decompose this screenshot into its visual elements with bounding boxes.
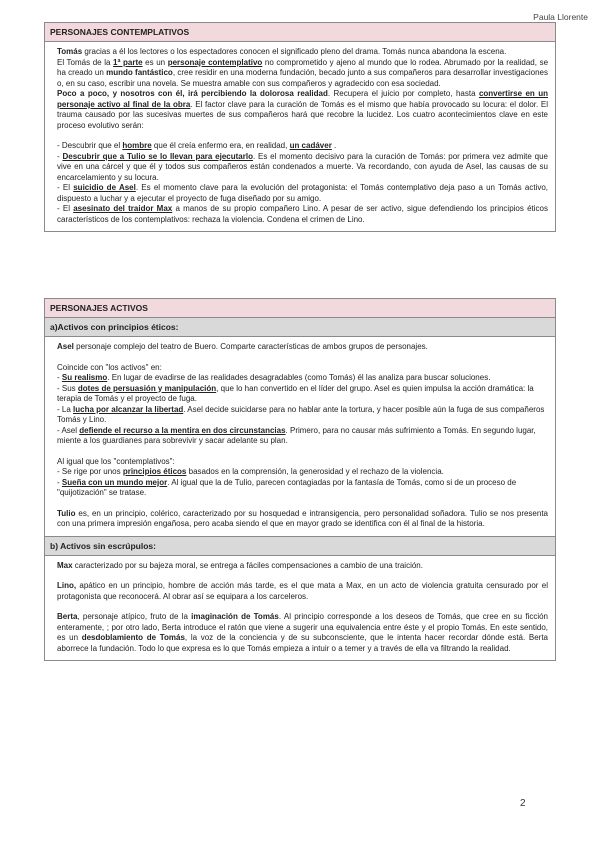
paragraph: Poco a poco, y nosotros con él, irá percibiendo la dolorosa realidad. Recupera el juicio por completo, hasta convertirse en un personaje activo al final de la obra. El factor clave para la curación de Tomás es el mismo que había provocado su locura: el dolor. El trauma causado por las sucesivas muertes de sus compañeros hará que recobre la lucidez. Los cuatro acontecimientos clave en este proceso evolutivo serán: bbox=[57, 89, 549, 130]
unscrupulous-subheader: b) Activos sin escrúpulos: bbox=[45, 536, 555, 556]
contemplative-content bbox=[45, 42, 555, 231]
paragraph: Berta, personaje atípico, fruto de la imaginación de Tomás. Al principio corresponde a los deseos de Tomás, que cree en su ficción enteramente, ; por otro lado, Berta introduce el ratón que viene a sugerir una equivalencia entre éste y el propio Tomás. En este sentido, es un desdoblamiento de Tomás, la voz de la conciencia y de su subconsciente, que le intenta hacer recordar dónde está. Berta aborrece la fundación. Todo lo que expresa es lo que Tomás empieza a intuir o a temer y a través de ella va filtrando la realidad. bbox=[57, 612, 549, 653]
list-item: - Asel defiende el recurso a la mentira en dos circunstancias. Primero, para no causar más sufrimiento a Tomás. En segundo lugar, miente a los guardianes para sobrevivir y sacar adelante su plan. bbox=[57, 425, 536, 445]
unscrupulous-content bbox=[45, 556, 555, 661]
contemplative-header: PERSONAJES CONTEMPLATIVOS bbox=[45, 23, 555, 42]
paragraph: El Tomás de la 1ª parte es un personaje contemplativo no comprometido y ajeno al mundo que lo rodea. Abrumado por la realidad, se ha creado un mundo fantástico, cree residir en una moderna fundación, becado junto a sus compañeros para desarrollar investigaciones o, en su caso, escribir una novela. Se muestra amable con sus compañeros y agradecido con esa sociedad. bbox=[57, 57, 549, 88]
list-item: - Descubrir que el hombre que él creía enfermo era, en realidad, un cadáver . bbox=[57, 141, 337, 150]
paragraph: Asel personaje complejo del teatro de Buero. Comparte características de ambos grupos de personajes. bbox=[57, 342, 428, 351]
paragraph: Al igual que los "contemplativos": bbox=[57, 456, 175, 466]
list-item: - Sueña con un mundo mejor. Al igual que la de Tulio, parecen contagiadas por la fantasía de Tomás, como si de un proceso de "quijotización" se tratase. bbox=[57, 477, 517, 497]
list-item: - La lucha por alcanzar la libertad. Asel decide suicidarse para no hablar ante la tortura, y hacer posible aún la fuga de sus compañeros Tomás y Lino. bbox=[57, 404, 545, 424]
paragraph: Coincide con "los activos" en: bbox=[57, 362, 162, 372]
paragraph: Tomás gracias a él los lectores o los espectadores conocen el significado pleno del drama. Tomás nunca abandona la escena. bbox=[57, 47, 507, 56]
author-name: Paula Llorente bbox=[533, 12, 588, 22]
ethical-subheader: a)Activos con principios éticos: bbox=[45, 318, 555, 337]
list-item: - Sus dotes de persuasión y manipulación, que lo han convertido en el líder del grupo. Asel es quien impulsa la acción dramática: la terapia de Tomás y el proyecto de fuga. bbox=[57, 383, 534, 403]
paragraph: Tulio es, en un principio, colérico, caracterizado por su hosquedad e intransigencia, pero personalidad soñadora. Tulio se nos presenta con una primera impresión engañosa, pero acaba siendo el que en mayor grado se identifica con él al final de la historia. bbox=[57, 508, 548, 528]
list-item: - El asesinato del traidor Max a manos de su propio compañero Lino. A pesar de ser activo, sigue defendiendo los principios éticos característicos de los contemplativos: rechaza la violencia. Condena el crimen de Lino. bbox=[57, 204, 549, 224]
active-characters-box bbox=[44, 298, 556, 661]
ethical-content bbox=[45, 337, 555, 536]
list-item: - Descubrir que a Tulio se lo llevan para ejecutarlo. Es el momento decisivo para la curación de Tomás: por primera vez admite que vive en una cárcel y que él y todos sus compañeros están condenados a muerte. Va recordando, con ayuda de Asel, las causas de su encarcelamiento y su locura. bbox=[57, 151, 549, 182]
active-header: PERSONAJES ACTIVOS bbox=[45, 299, 555, 318]
paragraph: Lino, apático en un principio, hombre de acción más tarde, es el que mata a Max, en un acto de violencia gratuita censurado por el protagonista que reconocerá. Al obrar así se equipara a los carceleros. bbox=[57, 581, 548, 601]
list-item: - Se rige por unos principios éticos basados en la comprensión, la generosidad y el rechazo de la violencia. bbox=[57, 467, 444, 476]
paragraph: Max caracterizado por su bajeza moral, se entrega a fáciles compensaciones a cambio de una traición. bbox=[57, 560, 423, 570]
list-item: - El suicidio de Asel. Es el momento clave para la evolución del protagonista: el Tomás contemplativo deja paso a un Tomás activo, dispuesto a luchar y a ejecutar el proyecto de fuga diseñado por su amigo. bbox=[57, 183, 548, 203]
page-number: 2 bbox=[520, 798, 526, 809]
contemplative-characters-box bbox=[44, 22, 556, 232]
list-item: - Su realismo. En lugar de evadirse de las realidades desagradables (como Tomás) él las analiza para buscar soluciones. bbox=[57, 373, 491, 382]
